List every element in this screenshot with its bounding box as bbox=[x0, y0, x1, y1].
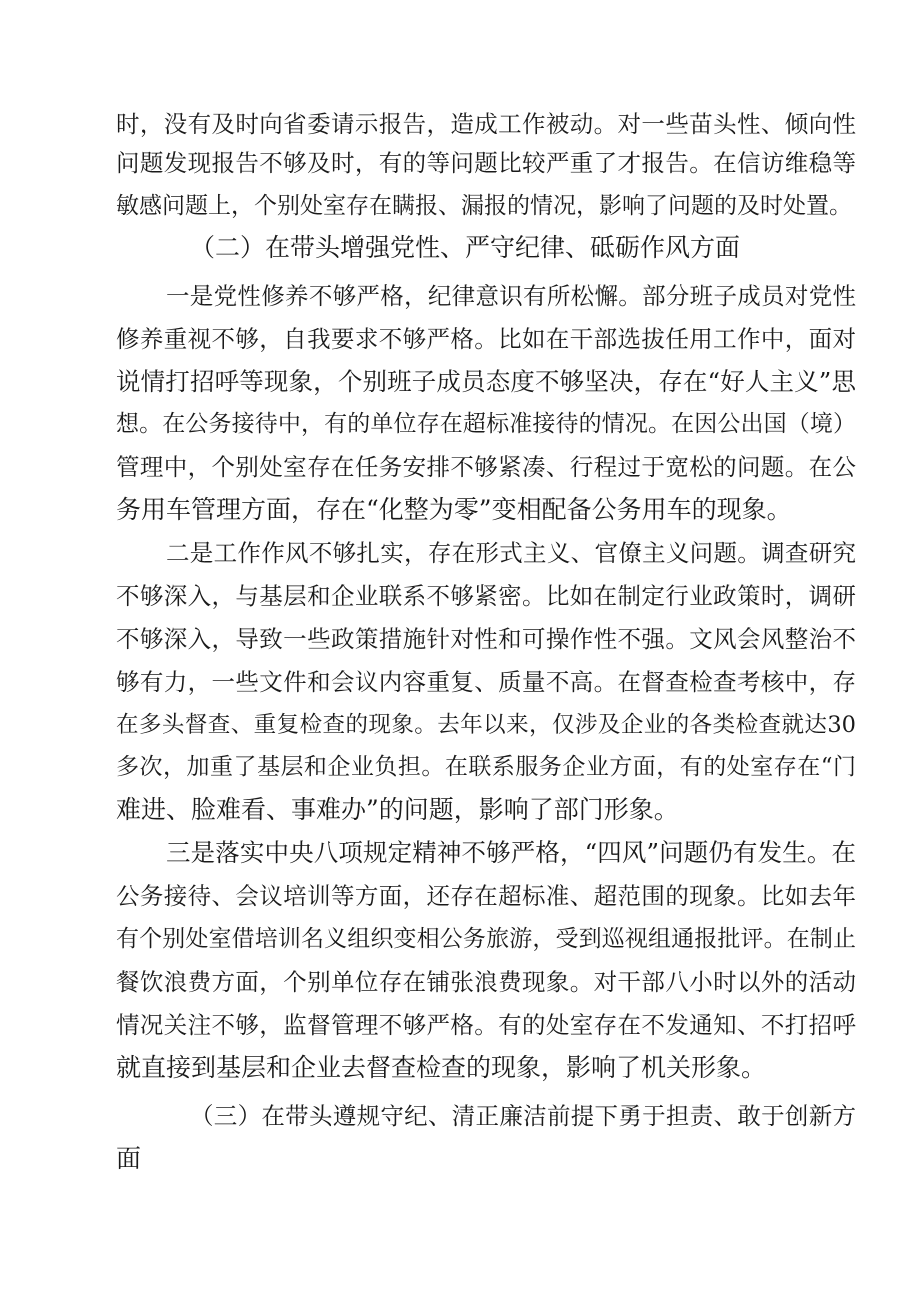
body-line: 修养重视不够，自我要求不够严格。比如在干部选拔任用工作中，面对 bbox=[116, 325, 856, 353]
body-line: 公务接待、会议培训等方面，还存在超标准、超范围的现象。比如去年 bbox=[116, 882, 856, 910]
paragraph-2-first-line: 二是工作作风不够扎实，存在形式主义、官僚主义问题。调查研究 bbox=[166, 539, 856, 567]
body-line: 餐饮浪费方面，个别单位存在铺张浪费现象。对干部八小时以外的活动 bbox=[116, 968, 856, 996]
section-heading-3: （三）在带头遵规守纪、清正廉洁前提下勇于担责、敢于创新方 bbox=[190, 1102, 856, 1130]
body-line: 问题发现报告不够及时，有的等问题比较严重了才报告。在信访维稳等 bbox=[116, 149, 856, 177]
body-line: 在多头督查、重复检查的现象。去年以来，仅涉及企业的各类检查就达30 bbox=[116, 712, 856, 738]
body-line: 多次，加重了基层和企业负担。在联系服务企业方面，有的处室存在“门 bbox=[116, 754, 856, 780]
body-line: 不够深入，与基层和企业联系不够紧密。比如在制定行业政策时，调研 bbox=[116, 582, 856, 610]
body-line: 难进、脸难看、事难办”的问题，影响了部门形象。 bbox=[116, 795, 679, 824]
body-line: 情况关注不够，监督管理不够严格。有的处室存在不发通知、不打招呼 bbox=[116, 1011, 856, 1039]
body-line: 时，没有及时向省委请示报告，造成工作被动。对一些苗头性、倾向性 bbox=[116, 110, 856, 138]
body-line: 就直接到基层和企业去督查检查的现象，影响了机关形象。 bbox=[116, 1053, 767, 1082]
body-line: 务用车管理方面，存在“化整为零”变相配备公务用车的现象。 bbox=[116, 495, 792, 524]
paragraph-1-first-line: 一是党性修养不够严格，纪律意识有所松懈。部分班子成员对党性 bbox=[166, 282, 856, 310]
body-line: 管理中，个别处室存在任务安排不够紧凑、行程过于宽松的问题。在公 bbox=[116, 453, 856, 481]
body-line: 够有力，一些文件和会议内容重复、质量不高。在督查检查考核中，存 bbox=[116, 668, 856, 696]
body-line: 说情打招呼等现象，个别班子成员态度不够坚决，存在“好人主义”思 bbox=[116, 367, 856, 396]
section-heading-2: （二）在带头增强党性、严守纪律、砥砺作风方面 bbox=[190, 233, 741, 262]
paragraph-3-first-line: 三是落实中央八项规定精神不够严格，“四风”问题仍有发生。在 bbox=[166, 838, 856, 867]
body-line: 有个别处室借培训名义组织变相公务旅游，受到巡视组通报批评。在制止 bbox=[116, 926, 856, 952]
section-heading-3-continued: 面 bbox=[116, 1144, 142, 1173]
body-line: 想。在公务接待中，有的单位存在超标准接待的情况。在因公出国（境） bbox=[116, 411, 856, 437]
body-line: 不够深入，导致一些政策措施针对性和可操作性不强。文风会风整治不 bbox=[116, 625, 856, 653]
body-line: 敏感问题上，个别处室存在瞒报、漏报的情况，影响了问题的及时处置。 bbox=[116, 193, 852, 219]
